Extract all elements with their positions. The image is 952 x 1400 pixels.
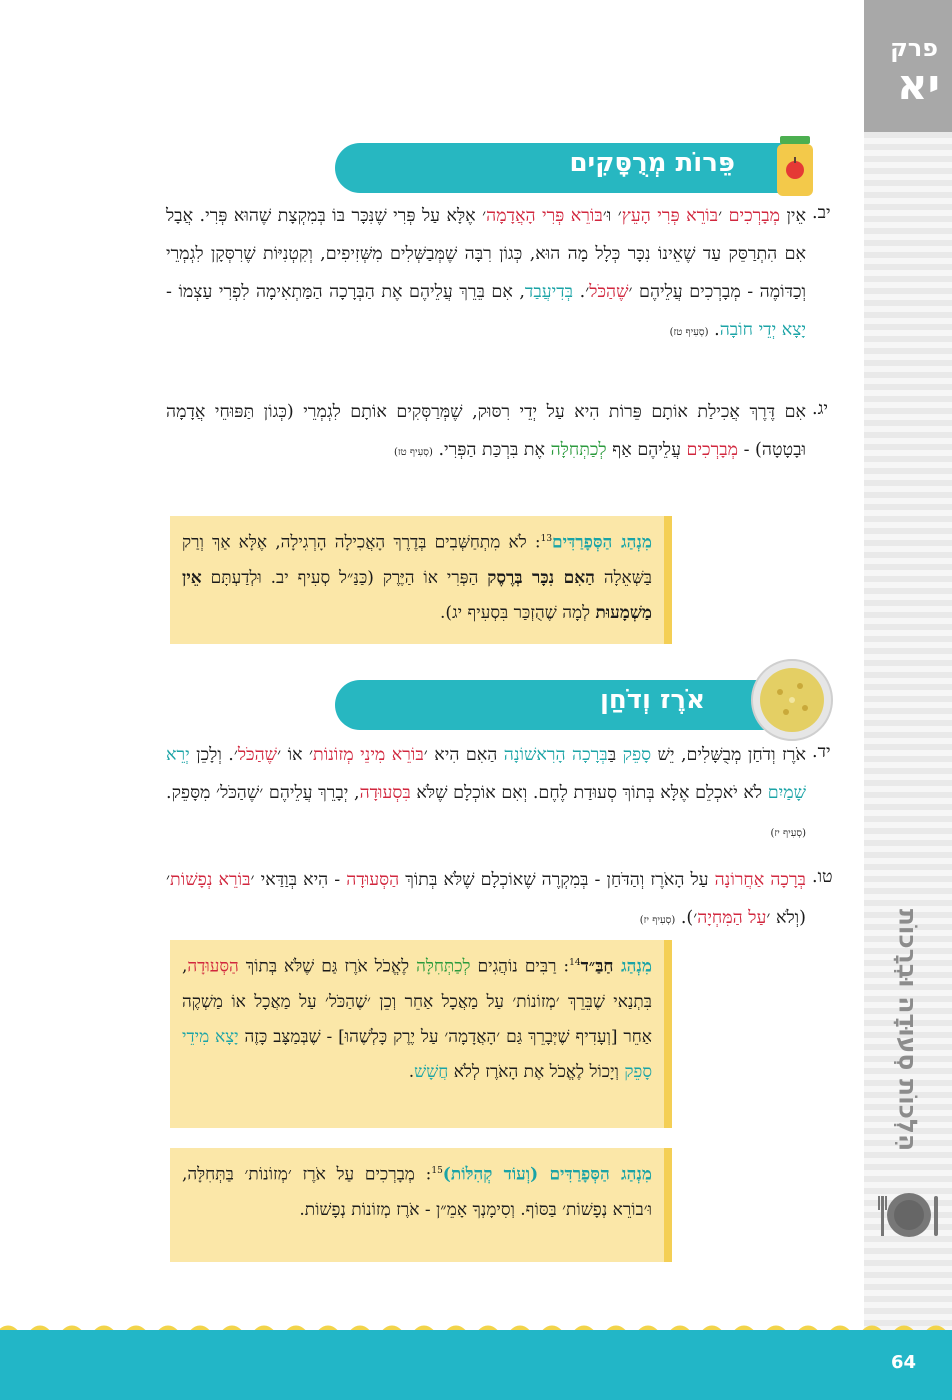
source-ref: (סְעִיף יז) <box>639 915 676 926</box>
section-title-text: הִלְכוֹת סְעוּדָה וּבְרָכוֹת <box>893 908 923 1152</box>
item-number: טו. <box>812 867 833 887</box>
chapter-tab <box>864 0 952 132</box>
custom-box-chabad: מִנְהַג חַבַּ״ד$^{14}$: רַבִּים נוֹהֲגִים לְכַתְּחִלָּה לֶאֱכֹל אֹרֶז גַּם שֶׁלֹּא בְּתוֹךְ הַסְּעוּדָה, בִּתְנַאי שֶׁבֵּרֵךְ ׳מְזוֹנוֹת׳ עַל מַאֲכָל אַחֵר וְכֵן ׳שֶׁהַכֹּל׳ עַל מַאֲכָל אוֹ מַשְׁקֶה אַחֵר [וְעָדִיף שֶׁיְּבָרֵךְ גַּם ׳הָאֲדָמָה׳ עַל יֶרֶק כָּלְשֶׁהוּ] - שֶׁבְּמַצָּב כָּזֶה יָצָא מִידֵי סָפֵק וְיָכוֹל לֶאֱכֹל אֶת הָאֹרֶז לְלֹא חֲשָׁשׁ. <box>170 940 672 1128</box>
page-number: 64 <box>890 1352 916 1373</box>
item-number: יב. <box>812 203 831 223</box>
halacha-item-15: בְּרָכָה אַחֲרוֹנָה עַל הָאֹרֶז וְהַדֹּחַן - בְּמִקְרֶה שֶׁאוֹכְלָם שֶׁלֹּא בְּתוֹךְ הַסְּעוּדָה - הִיא בְּוַדַּאי ׳בּוֹרֵא נְפָשׁוֹת׳ (וְלֹא ׳עַל הַמִּחְיָה׳). (סְעִיף יז) <box>166 870 806 928</box>
footer <box>0 1330 952 1400</box>
custom-box-sephardim-rice: מִנְהַג הַסְּפָרַדִּים (וְעוֹד קְהִלּוֹת)$^{15}$: מְבָרְכִים עַל אֹרֶז ׳מְזוֹנוֹת׳ בַּתְּחִלָּה, וּ׳בוֹרֵא נְפָשׁוֹת׳ בַּסּוֹף. וְסִימָנְךָ אָמֵ״ן - אֹרֶז מְזוֹנוֹת נְפָשׁוֹת. <box>170 1148 672 1262</box>
chapter-word: פרק <box>890 34 938 62</box>
chapter-number: יא <box>897 60 940 109</box>
section-header-rice <box>335 680 795 730</box>
source-ref: (סְעִיף יז) <box>770 828 806 839</box>
jar-icon <box>776 136 814 198</box>
item-number: יד. <box>812 742 831 762</box>
section-title: אֹרֶז וְדֹחַן <box>599 685 705 715</box>
custom-box-sephardim: מִנְהַג הַסְּפָרַדִּים$^{13}$: לֹא מִתְחַשְּׁבִים בְּדֶרֶךְ הָאֲכִילָה הָרְגִילָה, אֶלָּא אַךְ וְרַק בַּשְּׁאֵלָה הַאִם נִכָּר בְּרֶסֶק הַפְּרִי אוֹ הַיֶּרֶק (כַּנַּ״ל סְעִיף יב. וּלְדַעְתָּם אֵין מַשְׁמָעוּת לְמָה שֶׁהֻזְכַּר בִּסְעִיף יג). <box>170 516 672 644</box>
section-title: פֵּרוֹת מְרֻסָּקִים <box>569 148 735 178</box>
source-ref: (סְעִיף טז) <box>669 327 709 338</box>
halacha-item-14: אֹרֶז וְדֹחַן מְבֻשָּׁלִים, יֵשׁ סָפֵק בַּבְּרָכָה הָרִאשׁוֹנָה הַאִם הִיא ׳בּוֹרֵא מִינֵי מְזוֹנוֹת׳ אוֹ ׳שֶׁהַכֹּל׳. וְלָכֵן יְרֵא שָׁמַיִם לֹא יֹאכְלֵם אֶלָּא בְּתוֹךְ סְעוּדַת לֶחֶם. וְאִם אוֹכְלָם שֶׁלֹּא בִּסְעוּדָה, יְבָרֵךְ עֲלֵיהֶם ׳שֶׁהַכֹּל׳ מִסָּפֵק. (סְעִיף יז) <box>166 745 806 839</box>
halacha-item-12: אֵין מְבָרְכִים ׳בּוֹרֵא פְּרִי הָעֵץ׳ וּ׳בּוֹרֵא פְּרִי הָאֲדָמָה׳ אֶלָּא עַל פְּרִי שֶׁנִּכָּר בּוֹ בְּמִקְצָת שֶׁהוּא פְּרִי. אֲבָל אִם הִתְרַסֵּק עַד שֶׁאֵינוֹ נִכָּר כְּלָל מָה הוּא, כְּגוֹן רִבָּה שֶׁמְּבַשְּׁלִים מִשְּׁזִיפִים, וְקִטְנִיּוֹת שֶׁרִסְּקָן לִגְמְרֵי וְכַדּוֹמֶה - מְבָרְכִים עֲלֵיהֶם ׳שֶׁהַכֹּל׳. בְּדִיעֲבַד, אִם בֵּרֵךְ עֲלֵיהֶם אֶת הַבְּרָכָה הַמַּתְאִימָה לִפְרִי עַצְמוֹ - יָצָא יְדֵי חוֹבָה. (סְעִיף טז) <box>166 206 807 340</box>
source-ref: (סְעִיף טז) <box>393 447 433 458</box>
halacha-item-13: אִם דֶּרֶךְ אֲכִילַת אוֹתָם פֵּרוֹת הִיא עַל יְדֵי רִסּוּק, שֶׁמְּרַסְּקִים אוֹתָם לִגְמְרֵי (כְּגוֹן תַּפּוּחֵי אֲדָמָה וּבָטָטָה) - מְבָרְכִים עֲלֵיהֶם אַף לְכַתְּחִלָּה אֶת בִּרְכַּת הַפְּרִי. (סְעִיף טז) <box>166 402 806 460</box>
rice-plate-icon <box>750 658 834 742</box>
item-number: יג. <box>812 399 828 419</box>
section-title-vertical <box>886 880 930 1180</box>
plate-icon <box>878 1184 940 1246</box>
section-header-fruits <box>335 143 795 193</box>
